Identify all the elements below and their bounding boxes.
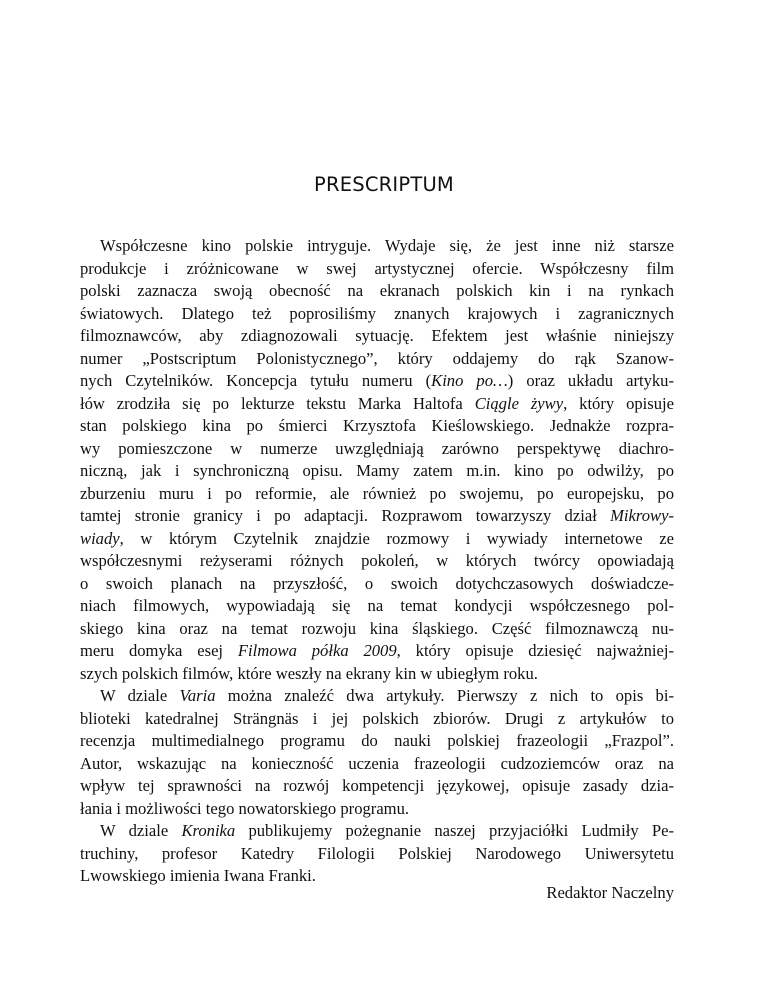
text-line: Lwowskiego imienia Iwana Franki. [80, 866, 316, 885]
body-text [80, 235, 674, 888]
text-line: nych Czytelników. Koncepcja tytułu numeru (Kino po…) oraz układu artyku- [80, 371, 675, 390]
text-line: wy pomieszczone w numerze uwzględniają zarówno perspektywę diachro- [80, 438, 674, 458]
text-line: blioteki katedralnej Strängnäs i jej polskich zbiorów. Drugi z artykułów to [80, 708, 674, 728]
paragraph-2 [80, 685, 674, 820]
italic-title: Kino po… [431, 371, 508, 390]
text-line: meru domyka esej Filmowa półka 2009, który opisuje dziesięć najważniej- [80, 641, 674, 660]
paragraph-3 [80, 820, 674, 888]
text-line: łania i możliwości tego nowatorskiego programu. [80, 798, 410, 818]
paragraph-1 [80, 235, 674, 685]
text-line: Współczesne kino polskie intryguje. Wydaje się, że jest inne niż starsze [100, 236, 674, 255]
page-title: PRESCRIPTUM [314, 173, 454, 196]
text-line: stan polskiego kina po śmierci Krzysztofa Kieślowskiego. Jednakże rozpra- [80, 416, 674, 435]
text-line: W dziale Kronika publikujemy pożegnanie naszej przyjaciółki Ludmiły Pe- [100, 821, 674, 840]
text-line: skiego kina oraz na temat rozwoju kina śląskiego. Część filmoznawczą nu- [80, 618, 674, 638]
italic-title: Kronika [181, 821, 236, 840]
italic-title: Ciągle żywy [474, 393, 564, 413]
text-line: szych polskich filmów, które weszły na ekrany kin w ubiegłym roku. [80, 663, 538, 683]
text-line: współczesnymi reżyserami różnych pokoleń, w których twórcy opowiadają [80, 551, 674, 570]
text-line: produkcje i zróżnicowane w swej artystycznej ofercie. Współczesny film [80, 258, 674, 278]
italic-title: Filmowa półka 2009 [237, 641, 397, 660]
text-line: wpływ tej sprawności na rozwój kompetencji językowej, opisuje zasady dzia- [80, 776, 674, 795]
text-line: tamtej stronie granicy i po adaptacji. Rozprawom towarzyszy dział Mikrowy- [80, 506, 674, 525]
text-line: zburzeniu muru i po reformie, ale również po swojemu, po europejsku, po [80, 483, 674, 503]
text-line: łów zrodziła się po lekturze tekstu Marka Haltofa Ciągle żywy, który opisuje [80, 393, 674, 413]
italic-title: wiady [80, 528, 120, 548]
text-line: W dziale Varia można znaleźć dwa artykuły. Pierwszy z nich to opis bi- [100, 686, 674, 705]
text-line: niach filmowych, wypowiadają się na temat kondycji współczesnego pol- [80, 596, 674, 615]
text-line: truchiny, profesor Katedry Filologii Polskiej Narodowego Uniwersytetu [80, 843, 674, 863]
text-line: światowych. Dlatego też poprosiliśmy znanych krajowych i zagranicznych [80, 303, 674, 323]
text-line: Autor, wskazując na konieczność uczenia frazeologii cudzoziemców oraz na [80, 753, 674, 773]
text-line: wiady, w którym Czytelnik znajdzie rozmowy i wywiady internetowe ze [80, 528, 674, 548]
text-line: numer „Postscriptum Polonistycznego”, który oddajemy do rąk Szanow- [80, 348, 674, 368]
italic-title: Mikrowy- [610, 506, 674, 525]
italic-title: Varia [179, 686, 216, 705]
text-line: niczną, jak i synchroniczną opisu. Mamy zatem m.in. kino po odwilży, po [80, 461, 674, 480]
text-line: filmoznawców, aby zdiagnozowali sytuację. Efektem jest właśnie niniejszy [80, 326, 674, 345]
text-line: polski zaznacza swoją obecność na ekranach polskich kin i na rynkach [80, 281, 674, 300]
signature: Redaktor Naczelny [546, 883, 674, 902]
text-line: o swoich planach na przyszłość, o swoich dotychczasowych doświadcze- [80, 573, 674, 593]
text-line: recenzja multimedialnego programu do nauki polskiej frazeologii „Frazpol”. [80, 731, 674, 750]
